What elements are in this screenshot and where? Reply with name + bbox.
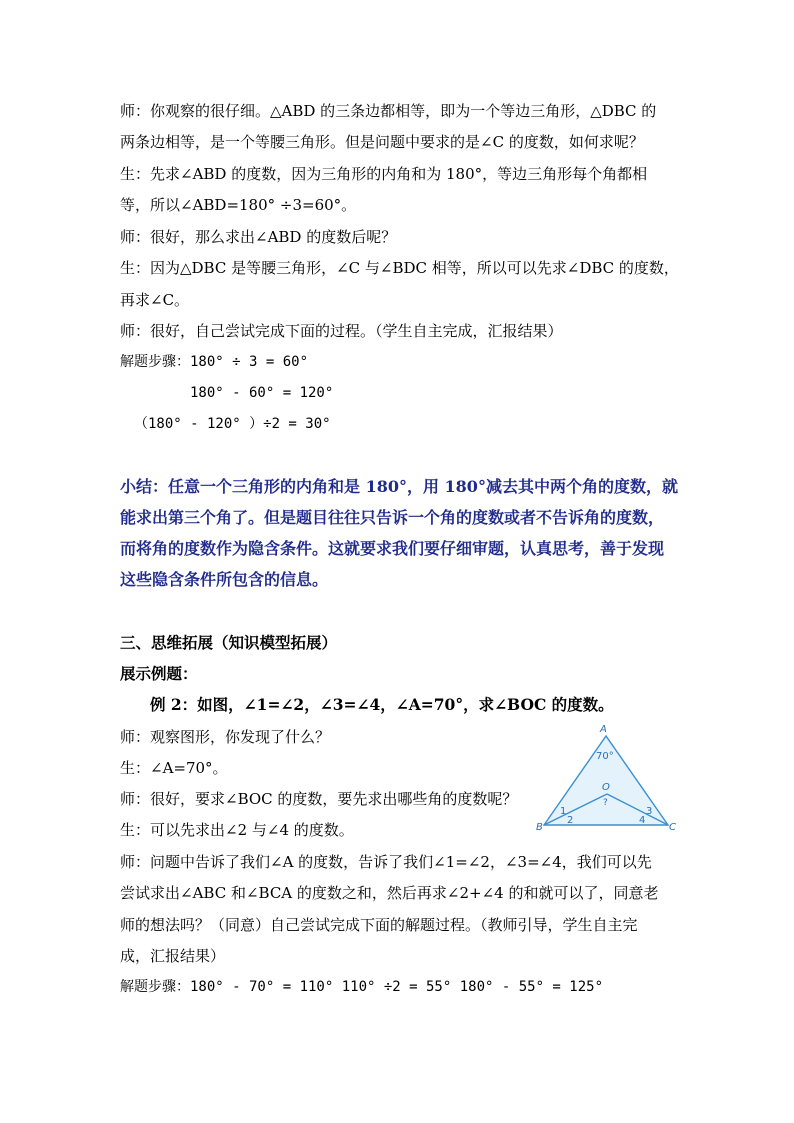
text-line: 两条边相等，是一个等腰三角形。但是问题中要求的是∠C 的度数，如何求呢？ <box>120 133 644 151</box>
summary-line: 而将角的度数作为隐含条件。这就要求我们要仔细审题，认真思考，善于发现 <box>120 539 665 558</box>
triangle-figure <box>536 722 678 834</box>
angle-1-label: 1 <box>560 806 567 817</box>
angle-a-label: 70° <box>596 751 614 762</box>
text-line: 师：观察图形，你发现了什么？ <box>120 728 331 746</box>
text-line: 生：因为△DBC 是等腰三角形，∠C 与∠BDC 相等，所以可以先求∠DBC 的度数， <box>120 259 679 277</box>
solution-step: 解题步骤：180° - 70° = 110° 110° ÷2 = 55° 180° - 55° = 125° <box>120 979 604 995</box>
summary-line: 这些隐含条件所包含的信息。 <box>120 570 329 589</box>
example-title: 例 2：如图，∠1=∠2，∠3=∠4，∠A=70°，求∠BOC 的度数。 <box>150 695 614 714</box>
text-line: 尝试求出∠ABC 和∠BCA 的度数之和，然后再求∠2+∠4 的和就可以了，同意老 <box>120 884 659 902</box>
text-line: 再求∠C。 <box>120 291 190 309</box>
text-line: 生：∠A=70°。 <box>120 759 228 777</box>
solution-step: 180° - 60° = 120° <box>190 385 334 401</box>
summary-line: 能求出第三个角了。但是题目往往只告诉一个角的度数或者不告诉角的度数， <box>120 508 665 527</box>
text-line: 师：很好，自己尝试完成下面的过程。（学生自主完成，汇报结果） <box>120 322 563 340</box>
text-line: 师：问题中告诉了我们∠A 的度数，告诉了我们∠1=∠2，∠3=∠4，我们可以先 <box>120 853 652 871</box>
solution-step: （180° - 120° ）÷2 = 30° <box>134 416 331 432</box>
text-line: 师：你观察的很仔细。△ABD 的三条边都相等，即为一个等边三角形，△DBC 的 <box>120 102 657 120</box>
vertex-label-b: B <box>536 822 543 833</box>
vertex-label-a: A <box>600 724 607 735</box>
angle-4-label: 4 <box>639 815 646 826</box>
text-line: 生：先求∠ABD 的度数，因为三角形的内角和为 180°，等边三角形每个角都相 <box>120 165 648 183</box>
sub-heading: 展示例题： <box>120 664 198 683</box>
text-line: 师：很好，要求∠BOC 的度数，要先求出哪些角的度数呢？ <box>120 790 518 808</box>
text-line: 等，所以∠ABD=180° ÷3=60°。 <box>120 196 357 214</box>
section-heading: 三、思维拓展（知识模型拓展） <box>120 633 338 652</box>
vertex-label-c: C <box>669 822 676 833</box>
text-line: 师的想法吗？（同意）自己尝试完成下面的解题过程。（教师引导，学生自主完 <box>120 916 638 934</box>
solution-step: 解题步骤：180° ÷ 3 = 60° <box>120 354 309 370</box>
text-line: 成，汇报结果） <box>120 947 226 965</box>
text-line: 师：很好，那么求出∠ABD 的度数后呢？ <box>120 228 397 246</box>
unknown-angle-label: ? <box>603 798 608 808</box>
vertex-label-o: O <box>602 782 610 793</box>
text-line: 生：可以先求出∠2 与∠4 的度数。 <box>120 821 354 839</box>
angle-2-label: 2 <box>567 815 574 826</box>
summary-line: 小结：任意一个三角形的内角和是 180°，用 180°减去其中两个角的度数，就 <box>120 477 678 496</box>
angle-3-label: 3 <box>646 806 653 817</box>
